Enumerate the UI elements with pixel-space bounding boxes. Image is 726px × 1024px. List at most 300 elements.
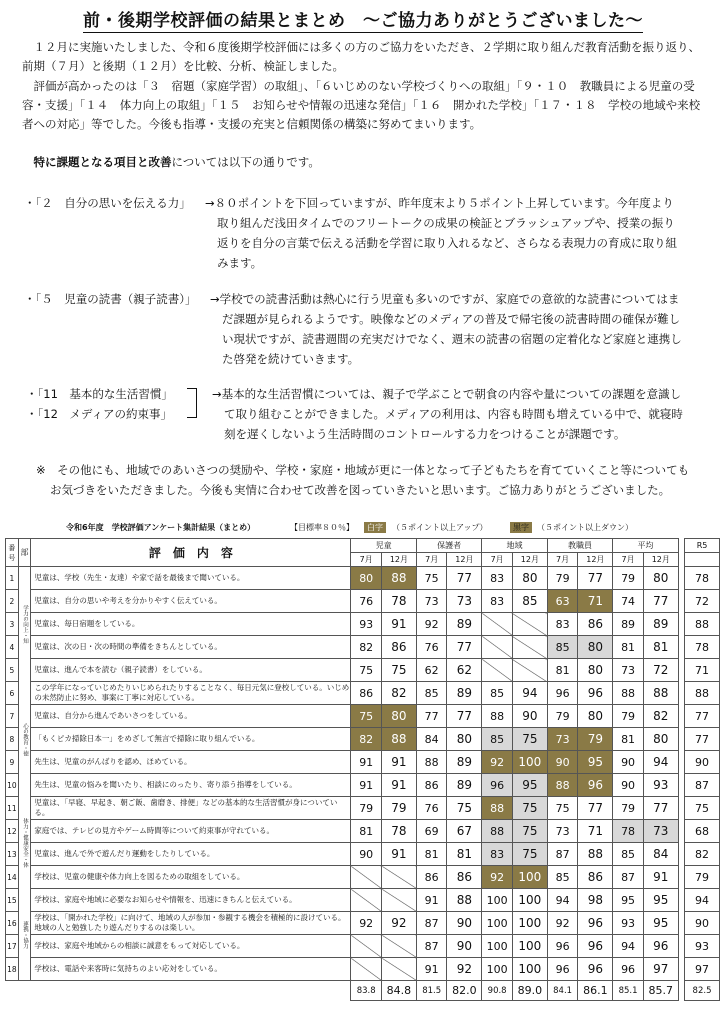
evaluation-item: 児童は、自分から進んであいさつをしている。 xyxy=(31,705,351,728)
r5-score: 77 xyxy=(685,728,720,751)
score-cell: 81 xyxy=(613,636,644,659)
score-cell: 76 xyxy=(416,636,447,659)
evaluation-item: 先生は、児童のがんばりを認め、ほめている。 xyxy=(31,751,351,774)
evaluation-item: 児童は、次の日・次の時間の準備をきちんとしている。 xyxy=(31,636,351,659)
score-cell: 86 xyxy=(416,774,447,797)
score-cell: 67 xyxy=(447,820,482,843)
header-row-1 xyxy=(6,539,720,553)
score-cell: 79 xyxy=(613,797,644,820)
score-cell: 80 xyxy=(578,705,613,728)
emphasis-text: 特に課題となる項目と改善 xyxy=(33,155,172,169)
score-cell: 75 xyxy=(512,843,547,866)
score-cell: 74 xyxy=(613,590,644,613)
evaluation-item: 児童は、進んで本を読む（親子読書）をしている。 xyxy=(31,659,351,682)
score-cell: 89 xyxy=(447,751,482,774)
evaluation-item: 児童は、学校（先生・友達）や家で話を最後まで聞いている。 xyxy=(31,567,351,590)
col-r5-header: R5 xyxy=(685,539,720,553)
col-dec-0: 12月 xyxy=(382,553,417,567)
score-cell: 94 xyxy=(547,889,578,912)
score-cell: 79 xyxy=(547,705,578,728)
score-cell: 81 xyxy=(351,820,382,843)
summary-score: 83.8 xyxy=(351,981,382,1001)
score-cell: 100 xyxy=(482,912,513,935)
score-cell: 92 xyxy=(482,866,513,889)
score-cell: 75 xyxy=(382,659,417,682)
issue-11-12-text-body: →基本的な生活習慣については、親子で学ぶことで朝食の内容や量についての課題を意識して取り組むことができました。メディアの利用は、内容も時間も増えている中で、就寝時刻を遅くしないよう生活時間のコントロールする力をつけることが課題です。 xyxy=(212,387,683,441)
evaluation-item: 学校は、家庭や地域からの相談に誠意をもって対応している。 xyxy=(31,935,351,958)
score-cell: 96 xyxy=(482,774,513,797)
score-cell: 96 xyxy=(547,958,578,981)
evaluation-item: 家庭では、テレビの見方やゲーム時間等について約束事が守れている。 xyxy=(31,820,351,843)
score-cell: 82 xyxy=(351,728,382,751)
score-cell: 73 xyxy=(643,820,678,843)
score-cell: 75 xyxy=(512,797,547,820)
table-row xyxy=(6,590,720,613)
score-cell: 88 xyxy=(613,682,644,705)
score-cell: 88 xyxy=(382,728,417,751)
issue-2-label: ・「２ 自分の思いを伝える力」 xyxy=(24,196,191,210)
score-cell: 90 xyxy=(512,705,547,728)
score-cell: 92 xyxy=(351,912,382,935)
score-cell xyxy=(382,935,417,958)
row-number: 6 xyxy=(6,682,19,705)
row-number: 5 xyxy=(6,659,19,682)
score-cell: 62 xyxy=(447,659,482,682)
score-cell: 93 xyxy=(643,774,678,797)
col-jul-0: 7月 xyxy=(351,553,382,567)
score-cell: 88 xyxy=(416,751,447,774)
score-cell: 100 xyxy=(482,958,513,981)
evaluation-item: 学校は、「開かれた学校」に向けて、地域の人が参加・参観する機会を積極的に設けている。地域の人と勉強したり遊んだりするのは楽しい。 xyxy=(31,912,351,935)
score-cell: 81 xyxy=(416,843,447,866)
score-cell: 80 xyxy=(512,567,547,590)
score-cell xyxy=(382,958,417,981)
summary-score: 82.0 xyxy=(447,981,482,1001)
score-cell: 94 xyxy=(512,682,547,705)
score-cell: 91 xyxy=(351,774,382,797)
score-cell: 91 xyxy=(382,843,417,866)
table-row xyxy=(6,843,720,866)
summary-score: 84.8 xyxy=(382,981,417,1001)
evaluation-item: この学年になっていじめたりいじめられたりすることなく、毎日元気に登校している。いじめの未然防止に努め、事案に丁寧に対応している。 xyxy=(31,682,351,705)
score-cell xyxy=(512,613,547,636)
score-cell: 92 xyxy=(447,958,482,981)
table-row xyxy=(6,866,720,889)
score-cell xyxy=(382,866,417,889)
black-legend-label: 黒字 xyxy=(510,522,532,533)
score-cell xyxy=(482,613,513,636)
r5-score: 71 xyxy=(685,659,720,682)
score-cell: 77 xyxy=(447,636,482,659)
page-title xyxy=(0,6,726,31)
evaluation-item: 児童は、「早寝、早起き、朝ご飯、歯磨き、排便」などの基本的な生活習慣が身についている。 xyxy=(31,797,351,820)
score-cell: 87 xyxy=(547,843,578,866)
evaluation-table xyxy=(5,538,720,1001)
col-group-0: 児童 xyxy=(351,539,416,553)
score-cell: 86 xyxy=(447,866,482,889)
target-rate: 【目標率８０％】 xyxy=(290,523,354,532)
summary-blank xyxy=(6,981,351,1001)
score-cell: 83 xyxy=(482,567,513,590)
intro-paragraph-1: １２月に実施いたしました、令和６度後期学校評価には多くの方のご協力をいただき、２学期に取り組んだ教育活動を振り返り、前期（７月）と後期（１２月）を比較、分析、検証しました。 xyxy=(22,40,701,73)
closing-note-body: ※ その他にも、地域でのあいさつの奨励や、学校・家庭・地域が更に一体となって子どもたちを育てていくこと等についてもお気づきをいただきました。今後も実情に合わせて改善を図っていきたいと思います。ご協力ありがとうございました。 xyxy=(36,463,690,497)
summary-score: 81.5 xyxy=(416,981,447,1001)
score-cell: 92 xyxy=(482,751,513,774)
r5-score: 79 xyxy=(685,866,720,889)
table-row xyxy=(6,636,720,659)
score-cell: 81 xyxy=(643,636,678,659)
intro-paragraph-3-rest: については以下の通りです。 xyxy=(171,155,320,169)
score-cell: 95 xyxy=(643,889,678,912)
table-row xyxy=(6,728,720,751)
score-cell xyxy=(482,636,513,659)
score-cell: 88 xyxy=(482,820,513,843)
row-number: 12 xyxy=(6,820,19,843)
row-number: 7 xyxy=(6,705,19,728)
issue-2-text-body: →８０ポイントを下回っていますが、昨年度末より５ポイント上昇しています。今年度より取り組んだ浅田タイムでのフリートークの成果の検証とブラッシュアップや、授業の振り返りを自分の言葉で伝える活動を学習に取り入れるなど、さらなる表現力の育成に取り組みます。 xyxy=(205,196,677,270)
col-no-header: 番号 xyxy=(6,539,19,567)
black-legend-desc: （５ポイント以上ダウン） xyxy=(537,523,633,532)
score-cell: 86 xyxy=(351,682,382,705)
score-cell: 93 xyxy=(351,613,382,636)
r5-score: 97 xyxy=(685,958,720,981)
r5-score: 90 xyxy=(685,912,720,935)
score-cell: 95 xyxy=(613,889,644,912)
table-row xyxy=(6,935,720,958)
score-cell: 73 xyxy=(547,820,578,843)
table-row xyxy=(6,912,720,935)
score-cell: 83 xyxy=(482,590,513,613)
score-cell: 82 xyxy=(382,682,417,705)
score-cell: 91 xyxy=(382,613,417,636)
score-cell: 85 xyxy=(416,682,447,705)
col-dec-4: 12月 xyxy=(643,553,678,567)
row-number: 17 xyxy=(6,935,19,958)
score-cell: 88 xyxy=(643,682,678,705)
table-header xyxy=(0,520,726,536)
row-number: 3 xyxy=(6,613,19,636)
score-cell: 77 xyxy=(416,705,447,728)
score-cell: 88 xyxy=(578,843,613,866)
row-number: 4 xyxy=(6,636,19,659)
table-row xyxy=(6,820,720,843)
evaluation-item: 児童は、自分の思いや考えを分かりやすく伝えている。 xyxy=(31,590,351,613)
score-cell: 83 xyxy=(547,613,578,636)
table-title: 令和6年度 学校評価アンケート集計結果（まとめ） xyxy=(66,523,256,532)
score-cell: 80 xyxy=(578,659,613,682)
score-cell: 91 xyxy=(416,889,447,912)
r5-score: 88 xyxy=(685,613,720,636)
score-cell: 82 xyxy=(351,636,382,659)
evaluation-item: 児童は、進んで外で遊んだり運動をしたりしている。 xyxy=(31,843,351,866)
score-cell: 79 xyxy=(578,728,613,751)
score-cell: 84 xyxy=(643,843,678,866)
intro-paragraph-2: 評価が高かったのは「３ 宿題（家庭学習）の取組」、「６いじめのない学校づくりへの取組」「９・１０ 教職員による児童の受容・支援」「１４ 体力向上の取組」「１５ お知らせや情報の迅速な発信」「１６ 開かれた学校」「１７・１８ 学校の地域や来校者への対応」等でした。今後も指導・支援の充実と信頼関係の構築に努めてまいります。 xyxy=(22,79,701,131)
table-row xyxy=(6,682,720,705)
col-jul-4: 7月 xyxy=(613,553,644,567)
r5-score: 78 xyxy=(685,636,720,659)
col-group-1: 保護者 xyxy=(416,539,481,553)
score-cell: 78 xyxy=(382,590,417,613)
score-cell xyxy=(351,889,382,912)
r5-score: 93 xyxy=(685,935,720,958)
score-cell: 73 xyxy=(447,590,482,613)
score-cell: 77 xyxy=(643,590,678,613)
score-cell: 86 xyxy=(578,613,613,636)
score-cell: 78 xyxy=(613,820,644,843)
issue-12-label: ・「12 メディアの約束事」 xyxy=(26,407,172,421)
score-cell: 75 xyxy=(351,659,382,682)
score-cell: 77 xyxy=(447,567,482,590)
score-cell: 96 xyxy=(578,912,613,935)
score-cell: 77 xyxy=(643,797,678,820)
row-number: 13 xyxy=(6,843,19,866)
issue-2-text xyxy=(205,193,685,273)
r5-score: 77 xyxy=(685,705,720,728)
score-cell: 86 xyxy=(382,636,417,659)
summary-r5: 82.5 xyxy=(685,981,720,1001)
summary-row xyxy=(6,981,720,1001)
score-cell: 62 xyxy=(416,659,447,682)
evaluation-item: 学校は、家庭や地域に必要なお知らせや情報を、迅速にきちんと伝えている。 xyxy=(31,889,351,912)
evaluation-item: 先生は、児童の悩みを聞いたり、相談にのったり、寄り添う指導をしている。 xyxy=(31,774,351,797)
issue-5-text-body: →学校での読書活動は熱心に行う児童も多いのですが、家庭での意欲的な読書についてはまだ課題が見られるようです。映像などのメディアの普及で帰宅後の読書時間の確保が難しい現状ですが、読書週間の充実だけでなく、週末の読書の宿題の定着化など家庭と連携した啓発を続けていきます。 xyxy=(210,292,682,366)
score-cell: 93 xyxy=(613,912,644,935)
score-cell: 95 xyxy=(643,912,678,935)
intro-paragraph-3 xyxy=(22,153,710,172)
score-cell xyxy=(351,866,382,889)
score-cell: 88 xyxy=(547,774,578,797)
score-cell: 75 xyxy=(447,797,482,820)
col-bu-header: 部 xyxy=(18,539,31,567)
score-cell: 92 xyxy=(382,912,417,935)
score-cell: 87 xyxy=(416,912,447,935)
score-cell: 90 xyxy=(447,935,482,958)
score-cell: 100 xyxy=(512,889,547,912)
score-cell: 94 xyxy=(613,935,644,958)
score-cell: 77 xyxy=(578,567,613,590)
row-number: 15 xyxy=(6,889,19,912)
score-cell xyxy=(512,659,547,682)
issue-5-label: ・「５ 児童の読書（親子読書）」 xyxy=(24,292,197,306)
summary-score: 89.0 xyxy=(512,981,547,1001)
score-cell: 87 xyxy=(613,866,644,889)
r5-score: 78 xyxy=(685,567,720,590)
score-cell: 85 xyxy=(512,590,547,613)
score-cell: 91 xyxy=(416,958,447,981)
evaluation-item: 学校は、電話や来客時に気持ちのよい応対をしている。 xyxy=(31,958,351,981)
title-text: 前・後期学校評価の結果とまとめ ～ご協力ありがとうございました～ xyxy=(83,11,643,31)
score-cell: 86 xyxy=(416,866,447,889)
score-cell: 82 xyxy=(643,705,678,728)
score-cell: 92 xyxy=(416,613,447,636)
r5-score: 88 xyxy=(685,682,720,705)
score-cell: 89 xyxy=(447,613,482,636)
score-cell: 90 xyxy=(613,751,644,774)
score-cell: 97 xyxy=(643,958,678,981)
table-row xyxy=(6,613,720,636)
col-dec-1: 12月 xyxy=(447,553,482,567)
col-r5-blank xyxy=(685,553,720,567)
score-cell: 91 xyxy=(382,751,417,774)
row-number: 11 xyxy=(6,797,19,820)
score-cell: 83 xyxy=(482,843,513,866)
score-cell: 88 xyxy=(382,567,417,590)
score-cell: 79 xyxy=(613,705,644,728)
score-cell: 79 xyxy=(351,797,382,820)
score-cell: 80 xyxy=(351,567,382,590)
score-cell: 85 xyxy=(613,843,644,866)
table-row xyxy=(6,958,720,981)
score-cell: 96 xyxy=(578,682,613,705)
r5-score: 72 xyxy=(685,590,720,613)
category-label: 体力・健康安全・体 xyxy=(18,797,31,889)
score-cell: 80 xyxy=(382,705,417,728)
r5-score: 94 xyxy=(685,889,720,912)
score-cell: 92 xyxy=(547,912,578,935)
score-cell: 69 xyxy=(416,820,447,843)
score-cell: 90 xyxy=(547,751,578,774)
score-cell: 85 xyxy=(482,682,513,705)
row-number: 16 xyxy=(6,912,19,935)
bracket-shape xyxy=(187,388,197,418)
score-cell: 81 xyxy=(613,728,644,751)
score-cell: 95 xyxy=(512,774,547,797)
col-group-2: 地域 xyxy=(482,539,547,553)
score-cell: 87 xyxy=(416,935,447,958)
score-cell: 89 xyxy=(447,774,482,797)
summary-score: 85.7 xyxy=(643,981,678,1001)
score-cell: 100 xyxy=(482,935,513,958)
col-dec-3: 12月 xyxy=(578,553,613,567)
issue-5-text xyxy=(210,289,685,369)
score-cell: 80 xyxy=(643,567,678,590)
r5-score: 68 xyxy=(685,820,720,843)
table-row xyxy=(6,751,720,774)
score-cell: 73 xyxy=(547,728,578,751)
r5-score: 87 xyxy=(685,774,720,797)
score-cell: 84 xyxy=(416,728,447,751)
score-cell: 77 xyxy=(578,797,613,820)
score-cell: 80 xyxy=(447,728,482,751)
score-cell: 89 xyxy=(447,682,482,705)
score-cell: 75 xyxy=(351,705,382,728)
r5-score: 82 xyxy=(685,843,720,866)
row-number: 14 xyxy=(6,866,19,889)
score-cell: 71 xyxy=(578,590,613,613)
score-cell: 100 xyxy=(482,889,513,912)
score-cell: 80 xyxy=(578,636,613,659)
score-cell: 88 xyxy=(482,797,513,820)
score-cell: 91 xyxy=(351,751,382,774)
score-cell: 95 xyxy=(578,751,613,774)
score-cell: 96 xyxy=(547,935,578,958)
col-content-header: 評 価 内 容 xyxy=(31,539,351,567)
r5-score: 75 xyxy=(685,797,720,820)
row-number: 2 xyxy=(6,590,19,613)
score-cell: 80 xyxy=(643,728,678,751)
score-cell: 79 xyxy=(547,567,578,590)
category-label: 心の教育・徳 xyxy=(18,682,31,797)
row-number: 8 xyxy=(6,728,19,751)
summary-score: 90.8 xyxy=(482,981,513,1001)
evaluation-item: 児童は、毎日宿題をしている。 xyxy=(31,613,351,636)
score-cell xyxy=(512,636,547,659)
score-cell: 88 xyxy=(447,889,482,912)
category-label: 学力の向上・知 xyxy=(18,567,31,682)
score-cell: 76 xyxy=(416,797,447,820)
score-cell: 75 xyxy=(547,797,578,820)
white-legend-desc: （５ポイント以上アップ） xyxy=(392,523,488,532)
score-cell: 96 xyxy=(578,774,613,797)
score-cell: 81 xyxy=(547,659,578,682)
score-cell: 85 xyxy=(547,866,578,889)
score-cell: 96 xyxy=(578,935,613,958)
score-cell: 96 xyxy=(578,958,613,981)
closing-note xyxy=(36,460,696,500)
score-cell: 96 xyxy=(547,682,578,705)
score-cell xyxy=(351,958,382,981)
score-cell: 89 xyxy=(613,613,644,636)
issue-11-label: ・「11 基本的な生活習慣」 xyxy=(26,387,173,401)
score-cell: 91 xyxy=(382,774,417,797)
col-jul-3: 7月 xyxy=(547,553,578,567)
col-group-3: 教職員 xyxy=(547,539,612,553)
score-cell: 91 xyxy=(643,866,678,889)
score-cell: 100 xyxy=(512,935,547,958)
score-cell: 90 xyxy=(351,843,382,866)
score-cell: 77 xyxy=(447,705,482,728)
score-cell: 85 xyxy=(482,728,513,751)
table-row xyxy=(6,567,720,590)
score-cell: 98 xyxy=(578,889,613,912)
score-cell: 94 xyxy=(643,751,678,774)
score-cell: 86 xyxy=(578,866,613,889)
score-cell: 75 xyxy=(512,820,547,843)
score-cell: 96 xyxy=(643,935,678,958)
score-cell: 100 xyxy=(512,751,547,774)
score-cell: 100 xyxy=(512,958,547,981)
col-dec-2: 12月 xyxy=(512,553,547,567)
table-row xyxy=(6,889,720,912)
score-cell: 100 xyxy=(512,912,547,935)
score-cell: 76 xyxy=(351,590,382,613)
table-row xyxy=(6,659,720,682)
summary-score: 86.1 xyxy=(578,981,613,1001)
score-cell: 85 xyxy=(547,636,578,659)
row-number: 1 xyxy=(6,567,19,590)
score-cell: 75 xyxy=(512,728,547,751)
row-number: 9 xyxy=(6,751,19,774)
col-jul-1: 7月 xyxy=(416,553,447,567)
score-cell: 88 xyxy=(482,705,513,728)
col-group-4: 平均 xyxy=(613,539,678,553)
row-number: 18 xyxy=(6,958,19,981)
score-cell: 71 xyxy=(578,820,613,843)
issue-11-12-text xyxy=(212,384,687,444)
score-cell xyxy=(482,659,513,682)
white-legend-label: 白字 xyxy=(364,522,386,533)
score-cell: 73 xyxy=(416,590,447,613)
score-cell: 79 xyxy=(613,567,644,590)
summary-score: 85.1 xyxy=(613,981,644,1001)
score-cell: 75 xyxy=(416,567,447,590)
score-cell: 90 xyxy=(613,774,644,797)
score-cell: 73 xyxy=(613,659,644,682)
score-cell: 81 xyxy=(447,843,482,866)
score-cell: 72 xyxy=(643,659,678,682)
r5-score: 90 xyxy=(685,751,720,774)
